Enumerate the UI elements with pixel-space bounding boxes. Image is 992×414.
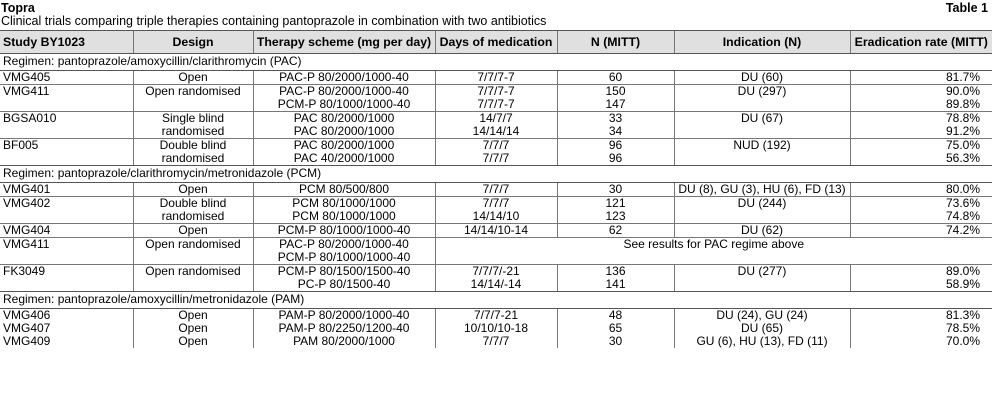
cell-study: VMG402 [0,197,133,224]
cell-rate-line: 78.5% [945,321,980,335]
cell-rate-line: 70.0% [945,334,980,348]
cell-therapy-line: PCM 80/500/800 [298,182,390,196]
cell-therapy-line: PAM-P 80/2000/1000-40 [278,308,410,322]
cell-indication-line: DU (277) [737,264,787,278]
cell-rate [850,224,992,238]
cell-n [557,335,674,348]
cell-design [133,335,253,348]
cell-design [133,224,253,238]
cell-therapy-line: PAM 80/2000/1000 [293,334,395,348]
cell-days-line: 14/14/14 [472,124,520,138]
cell-design-line: randomised [161,151,225,165]
cell-therapy-line: PCM-P 80/1000/1000-40 [277,97,411,111]
cell-therapy-line: PAC-P 80/2000/1000-40 [279,84,409,98]
cell-indication-line: DU (24), GU (24) [716,308,808,322]
cell-rate-line: 89.8% [945,97,980,111]
cell-rate [850,309,992,323]
table-row [0,183,992,197]
cell-design-line: Double blind [159,196,227,210]
cell-study: VMG407 [3,321,51,335]
cell-rate [850,139,992,166]
cell-indication [674,183,850,197]
cell-n-line: 33 [608,111,623,125]
cell-indication [674,335,850,348]
cell-days-line: 14/14/10 [472,209,520,223]
cell-design [133,85,253,112]
table-row [0,265,992,292]
cell-n-line: 30 [608,182,623,196]
cell-days [435,265,557,292]
cell-n-line: 30 [608,334,623,348]
table-row [0,197,992,224]
cell-therapy [253,309,435,323]
regimen-label: Regimen: pantoprazole/clarithromycin/metronidazole (PCM) [0,166,992,183]
cell-days [435,197,557,224]
cell-therapy [253,112,435,139]
cell-n [557,139,674,166]
cell-indication [674,139,850,166]
cell-days [435,71,557,85]
cell-indication [674,224,850,238]
cell-therapy-line: PC-P 80/1500-40 [297,277,391,291]
cell-design-line: Open [178,70,208,84]
cell-therapy [253,224,435,238]
cell-indication-line: DU (67) [740,111,783,125]
cell-indication-line: DU (62) [740,223,783,237]
cell-rate-line: 81.7% [945,70,980,84]
cell-design [133,238,253,265]
cell-therapy-line: PAC 40/2000/1000 [293,151,395,165]
trials-table [0,30,992,348]
regimen-row [0,166,992,183]
cell-indication [674,71,850,85]
cell-design-line: Open [178,321,208,335]
table-row [0,224,992,238]
cell-days [435,85,557,112]
cell-n-line: 34 [608,124,623,138]
cell-therapy [253,139,435,166]
cell-n [557,197,674,224]
cell-therapy [253,197,435,224]
cell-rate-line: 89.0% [945,264,980,278]
cell-rate [850,112,992,139]
cell-therapy-line: PAC 80/2000/1000 [293,111,395,125]
cell-design [133,139,253,166]
cell-days-line: 14/14/10-14 [463,223,529,237]
cell-indication [674,197,850,224]
cell-indication-line: DU (244) [737,196,787,210]
table-number: Table 1 [945,1,988,15]
cell-design-line: Open randomised [145,237,241,251]
cell-therapy [253,71,435,85]
col-design: Design [133,31,253,54]
cell-rate-line: 75.0% [945,138,980,152]
cell-therapy-line: PAM-P 80/2250/1200-40 [278,321,410,335]
cell-therapy [253,183,435,197]
regimen-row [0,292,992,309]
cell-indication [674,265,850,292]
cell-design-line: Open randomised [145,264,241,278]
cell-therapy-line: PAC-P 80/2000/1000-40 [279,70,409,84]
cell-days-line: 7/7/7-7 [477,84,515,98]
cell-design [133,309,253,323]
cell-rate-line: 78.8% [945,111,980,125]
cell-therapy [253,265,435,292]
cell-therapy-line: PCM-P 80/1500/1500-40 [277,264,411,278]
cell-indication-line: NUD (192) [733,138,791,152]
table-row [0,139,992,166]
cell-indication [674,85,850,112]
cell-rate-line: 91.2% [945,124,980,138]
cell-indication [674,112,850,139]
cell-design [133,71,253,85]
cell-n [557,265,674,292]
cell-see-results: See results for PAC regime above [435,238,992,265]
table-caption: Clinical trials comparing triple therapies containing pantoprazole in combination with two antibiotics [1,14,547,28]
col-study: Study BY1023 [0,31,133,54]
cell-therapy-line: PAC 80/2000/1000 [293,124,395,138]
cell-design-line: Open [178,223,208,237]
cell-days-line: 14/14/-14 [470,277,522,291]
cell-study: VMG401 [0,183,133,197]
cell-rate-line: 74.2% [945,223,980,237]
cell-rate [850,197,992,224]
cell-design-line: Single blind [161,111,225,125]
cell-therapy-line: PAC 80/2000/1000 [293,138,395,152]
cell-days [435,224,557,238]
cell-rate-line: 81.3% [945,308,980,322]
cell-rate [850,335,992,348]
cell-n [557,112,674,139]
cell-n-line: 150 [605,84,626,98]
cell-design-line: randomised [161,209,225,223]
table-body [0,54,992,349]
cell-rate-line: 56.3% [945,151,980,165]
cell-days [435,335,557,348]
table-row [0,85,992,112]
cell-therapy-line: PAC-P 80/2000/1000-40 [279,237,409,251]
cell-days [435,112,557,139]
cell-n [557,183,674,197]
publisher-label: Topra [1,1,35,15]
col-n: N (MITT) [557,31,674,54]
cell-design-line: randomised [161,124,225,138]
cell-rate-line: 90.0% [945,84,980,98]
cell-n-line: 123 [605,209,626,223]
cell-n-line: 141 [605,277,626,291]
cell-n-line: 121 [605,196,626,210]
cell-design-line: Double blind [159,138,227,152]
cell-design-line: Open randomised [145,84,241,98]
cell-days-line: 7/7/7/-21 [472,264,520,278]
cell-study: BGSA010 [0,112,133,139]
col-days: Days of medication [435,31,557,54]
cell-therapy-line: PCM-P 80/1000/1000-40 [277,223,411,237]
cell-n-line: 147 [605,97,626,111]
cell-therapy-line: PCM 80/1000/1000 [292,209,396,223]
cell-study: VMG405 [0,71,133,85]
cell-days-line: 7/7/7 [482,138,510,152]
col-indication: Indication (N) [674,31,850,54]
cell-n-line: 62 [608,223,623,237]
cell-study: VMG409 [3,334,51,348]
table-row [0,238,992,265]
cell-therapy [253,85,435,112]
cell-days-line: 7/7/7-7 [477,97,515,111]
cell-days-line: 7/7/7-7 [477,70,515,84]
table-row [0,309,992,323]
cell-days [435,139,557,166]
cell-rate [850,85,992,112]
cell-days-line: 14/7/7 [479,111,513,125]
cell-design [133,197,253,224]
cell-design [133,183,253,197]
cell-n [557,224,674,238]
cell-study: VMG411 [0,85,133,112]
cell-design-line: Open [178,182,208,196]
cell-rate-line: 80.0% [945,182,980,196]
cell-therapy-line: PCM-P 80/1000/1000-40 [277,250,411,264]
cell-n-line: 136 [605,264,626,278]
regimen-label: Regimen: pantoprazole/amoxycillin/metronidazole (PAM) [0,292,992,309]
cell-n-line: 60 [608,70,623,84]
cell-study: VMG406 [3,308,51,322]
cell-indication-line: GU (6), HU (13), FD (11) [696,334,828,348]
cell-days [435,183,557,197]
cell-indication-line: DU (8), GU (3), HU (6), FD (13) [678,182,846,196]
col-rate: Eradication rate (MITT) [850,31,992,54]
column-header-row [0,31,992,54]
cell-indication-line: DU (297) [737,84,787,98]
cell-days-line: 7/7/7 [482,151,510,165]
cell-design [133,265,253,292]
cell-days-line: 7/7/7 [482,196,510,210]
cell-design-line: Open [178,334,208,348]
cell-indication [674,309,850,323]
cell-n [557,309,674,323]
cell-rate [850,265,992,292]
cell-study: FK3049 [0,265,133,292]
cell-therapy-line: PCM 80/1000/1000 [292,196,396,210]
cell-n-line: 96 [608,151,623,165]
cell-days-line: 7/7/7 [482,182,510,196]
cell-n [557,71,674,85]
cell-rate [850,183,992,197]
cell-n-line: 65 [608,321,623,335]
cell-rate-line: 58.9% [945,277,980,291]
cell-days-line: 10/10/10-18 [463,321,529,335]
cell-days-line: 7/7/7-21 [473,308,519,322]
col-therapy: Therapy scheme (mg per day) [253,31,435,54]
cell-study: VMG404 [0,224,133,238]
cell-days [435,309,557,323]
cell-rate-line: 74.8% [945,209,980,223]
regimen-row [0,54,992,71]
cell-rate-line: 73.6% [945,196,980,210]
cell-therapy [253,238,435,265]
cell-days-line: 7/7/7 [482,334,510,348]
cell-study: BF005 [0,139,133,166]
table-row [0,112,992,139]
cell-n-line: 96 [608,138,623,152]
table-row [0,71,992,85]
cell-indication-line: DU (65) [740,321,783,335]
cell-design [133,112,253,139]
cell-n-line: 48 [608,308,623,322]
cell-indication-line: DU (60) [740,70,783,84]
cell-design-line: Open [178,308,208,322]
regimen-label: Regimen: pantoprazole/amoxycillin/clarithromycin (PAC) [0,54,992,71]
cell-therapy [253,335,435,348]
table-row [0,335,992,348]
cell-n [557,85,674,112]
cell-rate [850,71,992,85]
cell-study: VMG411 [0,238,133,265]
